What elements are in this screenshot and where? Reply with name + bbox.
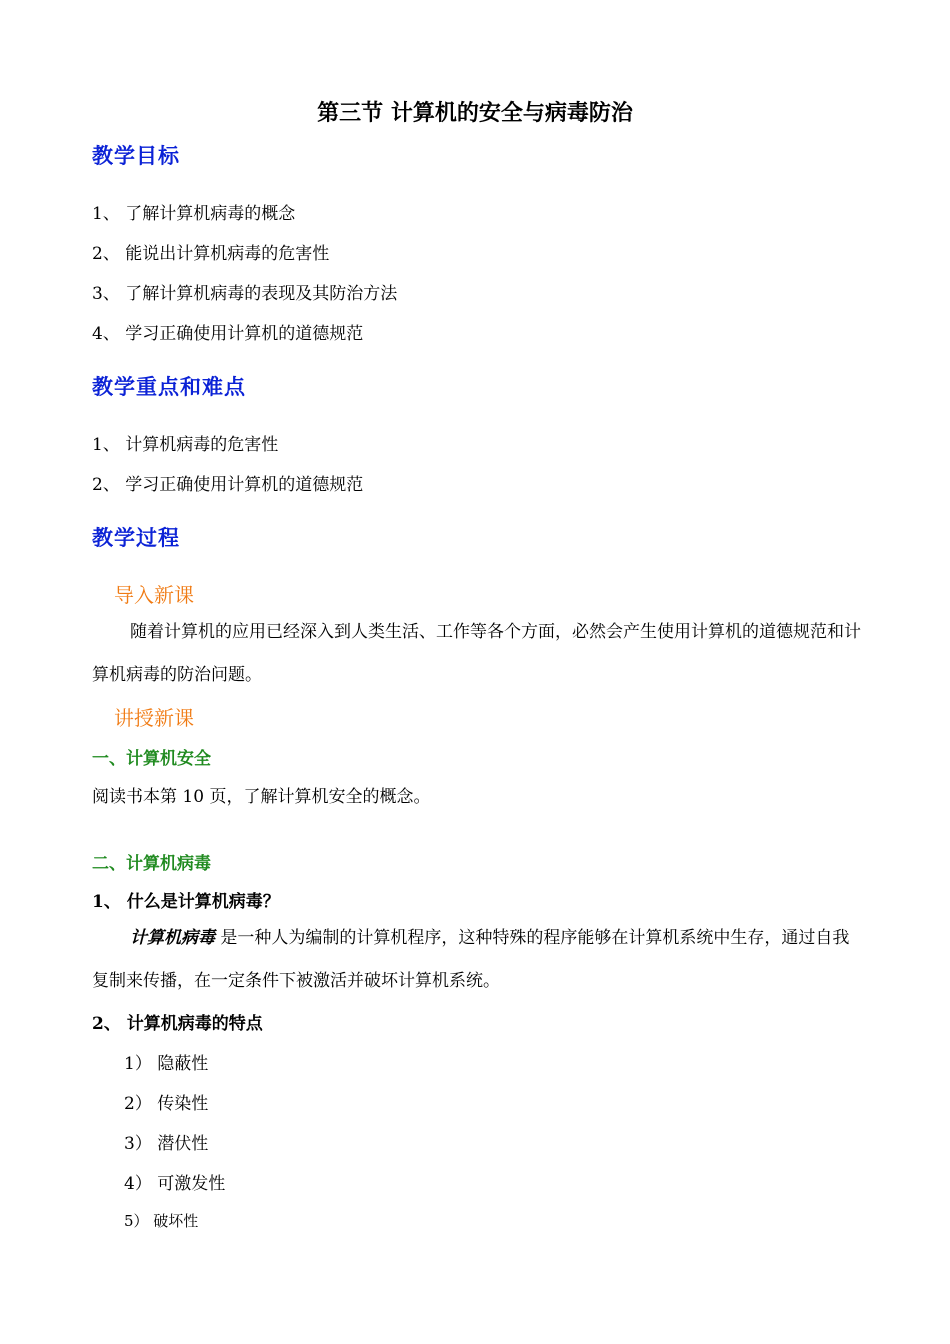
trait-item-4: 4） 可激发性 — [124, 1174, 226, 1194]
question-what-is-virus: 1、 什么是计算机病毒？ — [92, 892, 280, 912]
goal-item-4: 4、 学习正确使用计算机的道德规范 — [92, 324, 364, 344]
heading-teaching-goals: 教学目标 — [92, 143, 180, 168]
virus-definition-term: 计算机病毒 — [130, 928, 215, 948]
heading-computer-virus: 二、计算机病毒 — [92, 854, 211, 874]
security-paragraph: 阅读书本第 10 页，了解计算机安全的概念。 — [92, 787, 431, 807]
intro-paragraph: 随着计算机的应用已经深入到人类生活、工作等各个方面，必然会产生使用计算机的道德规范和计算机病毒的防治问题。 — [92, 622, 861, 685]
key-point-item-1: 1、 计算机病毒的危害性 — [92, 435, 279, 455]
trait-item-2: 2） 传染性 — [124, 1094, 209, 1114]
heading-teaching-process: 教学过程 — [92, 525, 180, 550]
virus-definition-text: 是一种人为编制的计算机程序，这种特殊的程序能够在计算机系统中生存，通过自我复制来传播，在一定条件下被激活并破坏计算机系统。 — [92, 928, 850, 991]
trait-item-3: 3） 潜伏性 — [124, 1134, 209, 1154]
trait-item-1: 1） 隐蔽性 — [124, 1054, 209, 1074]
question-virus-traits: 2、 计算机病毒的特点 — [92, 1014, 263, 1034]
key-point-item-2: 2、 学习正确使用计算机的道德规范 — [92, 475, 364, 495]
trait-item-5: 5） 破坏性 — [124, 1212, 199, 1230]
heading-intro: 导入新课 — [114, 583, 194, 607]
heading-key-points: 教学重点和难点 — [92, 374, 246, 399]
goal-item-1: 1、 了解计算机病毒的概念 — [92, 204, 296, 224]
heading-computer-security: 一、计算机安全 — [92, 749, 211, 769]
heading-lecture: 讲授新课 — [114, 706, 194, 730]
virus-definition-paragraph — [92, 917, 862, 1003]
goal-item-2: 2、 能说出计算机病毒的危害性 — [92, 244, 330, 264]
page-title: 第三节 计算机的安全与病毒防治 — [317, 100, 633, 126]
goal-item-3: 3、 了解计算机病毒的表现及其防治方法 — [92, 284, 398, 304]
